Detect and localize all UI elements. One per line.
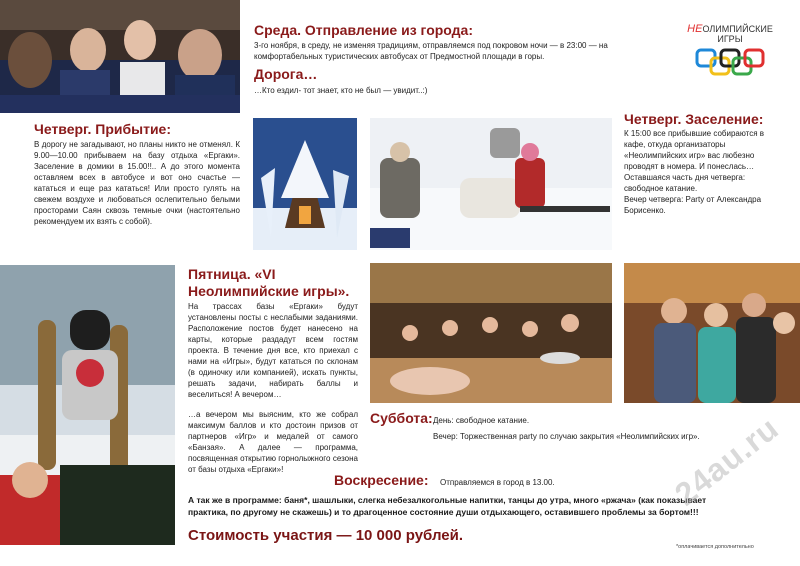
logo-accent: НЕ — [687, 23, 703, 35]
saturday-evening: Вечер: Торжественная party по случаю закрытия «Неолимпийских игр». — [433, 432, 700, 441]
thursday-settle-text: К 15:00 все прибывшие собираются в кафе, откуда организаторы «Неолимпийских игр» вас любезно проводят в номера. И понеслась… Оставшаяся часть дня четверга: свободное катание. — [624, 129, 765, 193]
thursday-settle-evening: Вечер четверга: Party от Александра Борисенко. — [624, 195, 762, 215]
logo-line1: ОЛИМПИЙСКИЕ — [702, 24, 773, 34]
footnote: *оплачивается дополнительно — [676, 544, 754, 550]
thursday-settle-title: Четверг. Заселение: — [624, 111, 764, 127]
watermark: 24au.ru — [668, 409, 786, 513]
sunday-title: Воскресение: — [334, 472, 429, 488]
thursday-arrival-title: Четверг. Прибытие: — [34, 121, 171, 137]
road-text: …Кто ездил- тот знает, кто не был — увидит..:) — [254, 86, 428, 95]
friday-text2: …а вечером мы выясним, кто же собрал максимум баллов и кто достоин призов от партнеров «Игр» и медалей от самого «Банзая». А далее — программа, посвященная открытию горнолыжного сезона от базы отдыха «Ергаки»! — [188, 410, 358, 474]
group-photo — [624, 263, 800, 403]
snow-house-photo — [253, 118, 357, 250]
thursday-arrival-text: В дорогу не загадывают, но планы никто не отменял. К 9.00—10.00 прибываем на базу отдыха «Ергаки». Заселение в домики в 15.00!!.. А до этого момента оставляем всех в автобусе и вот оно счастье — кататься и еще раз кататься! Или просто гулять на свежем воздухе и любоваться ослепительно белыми просторами Саян сквозь темные очки (настоятельно рекомендуем их взять с собой). — [34, 140, 240, 226]
sunday-text: Отправляемся в город в 13.00. — [440, 478, 555, 487]
saturday-day: День: свободное катание. — [433, 416, 530, 425]
friday-text1: На трассах базы «Ергаки» будут установлены посты с неслабыми заданиями. Расположение постов будет нанесено на карты, которые раздадут всем гостям проекта. В течение дня все, кто приехал с нами на «Игры», будут кататься по склонам (в одиночку или компанией), искать пункты, решать задачи, набирать баллы и веселиться! А вечером… — [188, 302, 358, 399]
bus-interior-photo — [0, 0, 240, 113]
snow-fun-photo — [370, 118, 612, 250]
olympic-rings-icon — [695, 46, 765, 78]
wednesday-text: 3-го ноября, в среду, не изменяя традициям, отправляемся под покровом ночи — в 23:00 — на комфортабельных туристических автобусах от Предмостной площади в горы. — [254, 41, 608, 61]
logo-line2: ИГРЫ — [717, 34, 743, 44]
costume-skiers-photo — [0, 265, 175, 545]
friday-title: Пятница. «VI Неолимпийские игры». — [188, 266, 350, 299]
neolympic-logo — [680, 24, 780, 84]
price: Стоимость участия — 10 000 рублей. — [188, 527, 464, 544]
saturday-title: Суббота: — [370, 410, 433, 426]
program-note: А так же в программе: баня*, шашлыки, слегка небезалкогольные напитки, танцы до утра, много «ржача» (как показывает практика, по другому не скажешь) и то драгоценное состояние души отдыхающего, оставившего проблемы за бортом!!! — [188, 495, 707, 517]
cafe-party-photo — [370, 263, 612, 403]
wednesday-title: Среда. Отправление из города: — [254, 22, 474, 38]
road-title: Дорога… — [254, 66, 318, 82]
